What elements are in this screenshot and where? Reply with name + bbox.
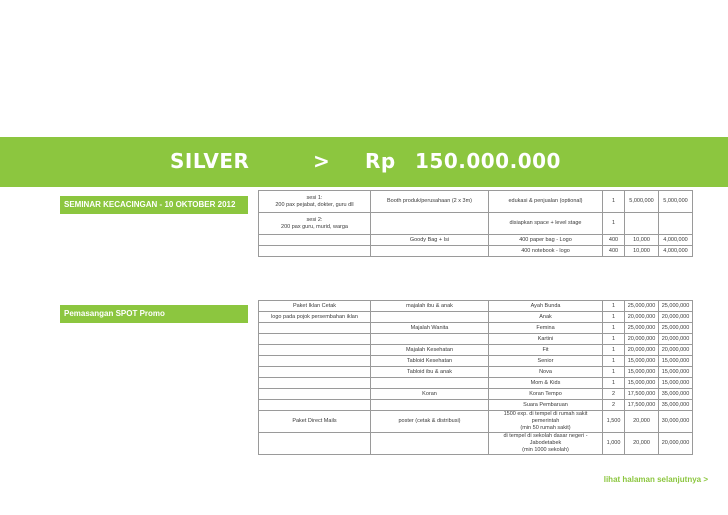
table-cell: Fit: [489, 345, 603, 356]
table-cell: Nova: [489, 367, 603, 378]
table-cell: 15,000,000: [659, 356, 693, 367]
table-row: [259, 433, 693, 455]
table-cell: [371, 246, 489, 257]
table-cell: Paket Iklan Cetak: [259, 301, 371, 312]
table-row: [259, 312, 693, 323]
table-cell: 15,000,000: [659, 367, 693, 378]
table-row: [259, 301, 693, 312]
table-cell: 2: [603, 389, 625, 400]
table-cell: 1: [603, 378, 625, 389]
table-cell: 400: [603, 246, 625, 257]
table-cell: [371, 312, 489, 323]
table-cell: 30,000,000: [659, 411, 693, 433]
table-cell: [371, 433, 489, 455]
table-cell: 35,000,000: [659, 389, 693, 400]
table-cell: 5,000,000: [625, 191, 659, 213]
table-cell: [259, 400, 371, 411]
table-cell: Senior: [489, 356, 603, 367]
table-cell: [371, 334, 489, 345]
table-cell: sesi 2: 200 pax guru, murid, warga: [259, 213, 371, 235]
table-row: [259, 378, 693, 389]
arrow-icon: >: [313, 149, 331, 173]
table-row: [259, 389, 693, 400]
package-banner: [0, 137, 728, 187]
table-cell: 1500 exp. di tempel di rumah sakit pemerintah (min 50 rumah sakit): [489, 411, 603, 433]
table-cell: [659, 213, 693, 235]
table-cell: 20,000,000: [659, 312, 693, 323]
table-cell: Kartini: [489, 334, 603, 345]
table-cell: Mom & Kids: [489, 378, 603, 389]
table-cell: 5,000,000: [659, 191, 693, 213]
table-row: [259, 191, 693, 213]
table-row: [259, 323, 693, 334]
table-cell: 20,000,000: [625, 312, 659, 323]
table-cell: Anak: [489, 312, 603, 323]
table-cell: 1,500: [603, 411, 625, 433]
table-row: [259, 213, 693, 235]
section-label-seminar: SEMINAR KECACINGAN - 10 OKTOBER 2012: [60, 196, 248, 214]
table-cell: Suara Pembaruan: [489, 400, 603, 411]
table-cell: 1,000: [603, 433, 625, 455]
table-row: [259, 235, 693, 246]
table-row: [259, 356, 693, 367]
table-cell: [259, 367, 371, 378]
table-cell: disiapkan space + level stage: [489, 213, 603, 235]
table-cell: 2: [603, 400, 625, 411]
table-cell: [259, 334, 371, 345]
table-row: [259, 367, 693, 378]
table-cell: sesi 1: 200 pax pejabat, dokter, guru dll: [259, 191, 371, 213]
table-cell: [259, 389, 371, 400]
table-cell: [259, 323, 371, 334]
table-cell: Tabloid ibu & anak: [371, 367, 489, 378]
table-cell: 400 notebook - logo: [489, 246, 603, 257]
table-cell: 400 paper bag - Logo: [489, 235, 603, 246]
table-cell: 17,500,000: [625, 389, 659, 400]
table-cell: Koran: [371, 389, 489, 400]
table-cell: 10,000: [625, 235, 659, 246]
table-cell: 15,000,000: [659, 378, 693, 389]
table-cell: 4,000,000: [659, 235, 693, 246]
table-row: [259, 334, 693, 345]
table-cell: Paket Direct Mails: [259, 411, 371, 433]
table-cell: [371, 378, 489, 389]
currency-label: Rp: [365, 149, 396, 173]
table-cell: 20,000,000: [659, 334, 693, 345]
table-cell: 20,000,000: [625, 334, 659, 345]
table-cell: edukasi & penjualan (optional): [489, 191, 603, 213]
table-cell: 400: [603, 235, 625, 246]
table-cell: 1: [603, 367, 625, 378]
table-cell: 1: [603, 301, 625, 312]
table-cell: [259, 433, 371, 455]
table-row: [259, 246, 693, 257]
table-cell: [259, 378, 371, 389]
table-cell: 15,000,000: [625, 378, 659, 389]
table-cell: Majalah Wanita: [371, 323, 489, 334]
table-cell: [371, 213, 489, 235]
table-cell: [625, 213, 659, 235]
table-cell: 20,000,000: [625, 345, 659, 356]
seminar-table: [258, 190, 693, 257]
table-cell: Femina: [489, 323, 603, 334]
table-cell: 20,000: [625, 411, 659, 433]
section-label-spot-promo: Pemasangan SPOT Promo: [60, 305, 248, 323]
table-cell: [259, 356, 371, 367]
table-cell: 15,000,000: [625, 367, 659, 378]
table-cell: [371, 400, 489, 411]
table-cell: poster (cetak & distribusi): [371, 411, 489, 433]
table-row: [259, 400, 693, 411]
table-cell: Goody Bag + Isi: [371, 235, 489, 246]
table-cell: di tempel di sekolah dasar negeri - Jabodetabek (min 1000 sekolah): [489, 433, 603, 455]
table-row: [259, 411, 693, 433]
table-cell: Tabloid Kesehatan: [371, 356, 489, 367]
table-cell: 35,000,000: [659, 400, 693, 411]
spot-promo-table: [258, 300, 693, 455]
table-cell: [259, 235, 371, 246]
table-cell: [259, 246, 371, 257]
table-cell: Booth produk/perusahaan (2 x 3m): [371, 191, 489, 213]
table-cell: 1: [603, 323, 625, 334]
table-cell: Koran Tempo: [489, 389, 603, 400]
table-cell: 4,000,000: [659, 246, 693, 257]
table-cell: 10,000: [625, 246, 659, 257]
table-row: [259, 345, 693, 356]
table-cell: 1: [603, 191, 625, 213]
table-cell: 25,000,000: [659, 301, 693, 312]
package-price: 150.000.000: [415, 149, 561, 173]
table-cell: 20,000,000: [659, 345, 693, 356]
table-cell: 17,500,000: [625, 400, 659, 411]
table-cell: Ayah Bunda: [489, 301, 603, 312]
table-cell: 15,000,000: [625, 356, 659, 367]
table-cell: logo pada pojok persembahan iklan: [259, 312, 371, 323]
table-cell: 1: [603, 334, 625, 345]
table-cell: majalah ibu & anak: [371, 301, 489, 312]
table-cell: 25,000,000: [625, 301, 659, 312]
table-cell: 1: [603, 213, 625, 235]
table-cell: 1: [603, 345, 625, 356]
package-name: SILVER: [170, 149, 250, 173]
table-cell: 1: [603, 312, 625, 323]
table-cell: 20,000: [625, 433, 659, 455]
table-cell: 1: [603, 356, 625, 367]
table-cell: [259, 345, 371, 356]
table-cell: 25,000,000: [659, 323, 693, 334]
table-cell: 20,000,000: [659, 433, 693, 455]
next-page-link[interactable]: lihat halaman selanjutnya >: [603, 475, 708, 484]
table-cell: Majalah Kesehatan: [371, 345, 489, 356]
table-cell: 25,000,000: [625, 323, 659, 334]
